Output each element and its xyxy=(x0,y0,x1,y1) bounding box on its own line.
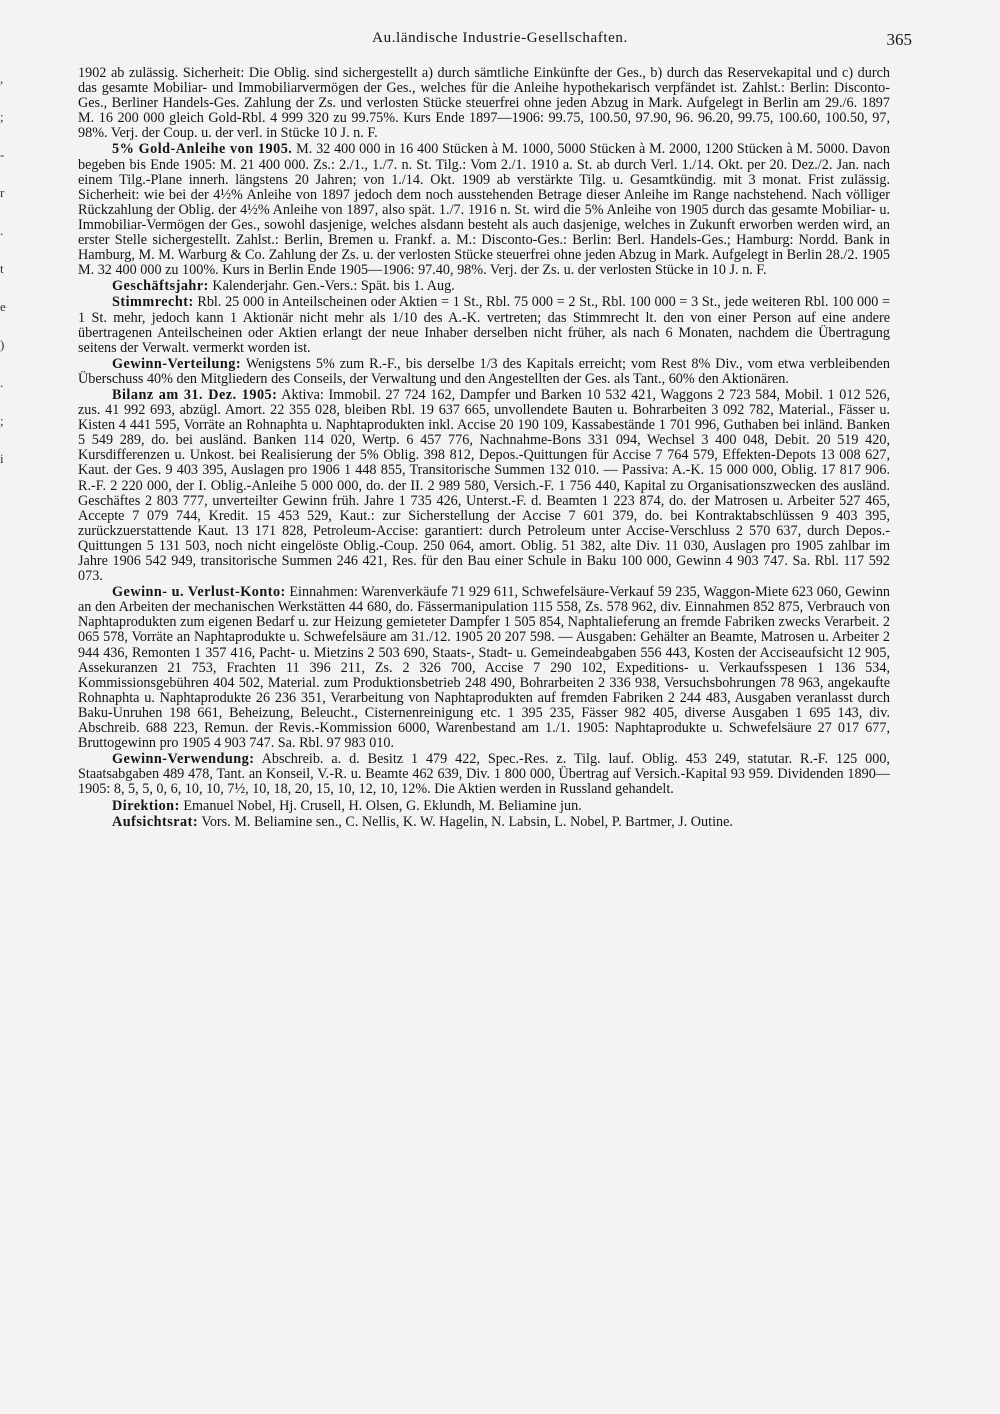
paragraph xyxy=(78,279,890,294)
paragraph xyxy=(78,799,890,814)
margin-mark: ) xyxy=(0,337,5,352)
margin-mark: - xyxy=(0,147,5,162)
paragraph xyxy=(78,142,890,278)
margin-mark: . xyxy=(0,223,4,238)
paragraph-text: Vors. M. Beliamine sen., C. Nellis, K. W. Hagelin, N. Labsin, L. Nobel, P. Bartmer, J. Outine. xyxy=(201,813,733,830)
paragraph xyxy=(78,752,890,797)
article-body xyxy=(78,66,890,830)
paragraph xyxy=(78,585,890,751)
section-heading: Direktion: xyxy=(112,797,180,814)
section-heading: Gewinn- u. Verlust-Konto: xyxy=(112,584,286,601)
section-heading: Gewinn-Verteilung: xyxy=(112,355,242,372)
paragraph-text: Kalenderjahr. Gen.-Vers.: Spät. bis 1. Aug. xyxy=(212,278,455,295)
margin-mark: r xyxy=(0,185,5,200)
section-heading: Aufsichtsrat: xyxy=(112,813,199,830)
page-header xyxy=(0,30,1000,60)
paragraph-text: 1902 ab zulässig. Sicherheit: Die Oblig. sind sichergestellt a) durch sämtliche Einkünfte der Ges., b) durch das Reservekapital und c) durch das gesamte Mobiliar- und Immobiliarvermögen der Ges., welches für die Anleihe hypothekarisch verpfändet ist. Zahlst.: Berlin: Disconto-Ges., Berliner Handels-Ges. Zahlung der Zs. und verlosten Stücke steuerfrei ohne jeden Abzug in Mark. Aufgelegt in Berlin am 29./6. 1897 M. 16 200 000 gleich Gold-Rbl. 4 999 320 zu 99.75%. Kurs Ende 1897—1906: 99.75, 100.50, 97.90, 96. 96.20, 99.75, 100.60, 100.50, 97, 98%. Verj. der Coup. u. der verl. in Stücke 10 J. n. F. xyxy=(78,65,890,142)
section-heading: Gewinn-Verwendung: xyxy=(112,751,255,768)
paragraph xyxy=(78,66,890,141)
margin-mark: . xyxy=(0,375,4,390)
paragraph xyxy=(78,815,890,830)
paragraph-text: Emanuel Nobel, Hj. Crusell, H. Olsen, G. Eklundh, M. Beliamine jun. xyxy=(183,797,582,814)
margin-mark: t xyxy=(0,261,4,276)
margin-mark: ; xyxy=(0,109,4,124)
paragraph-text: M. 32 400 000 in 16 400 Stücken à M. 1000, 5000 Stücken à M. 2000, 1200 Stücken à M. 5000. Davon begeben bis Ende 1905: M. 21 400 000. Zs.: 2./1., 1./7. n. St. Tilg.: Vom 2./1. 1910 a. St. ab durch Verl. 1./14. Okt. per 20. Dez./2. Jan. nach einem Tilg.-Plane innerh. längstens 20 Jahren; von 1./14. Okt. 1909 ab verstärkte Tilg. u. Gesamtkündig. mit 3 monat. Frist zulässig. Sicherheit: wie bei der 4½% Anleihe von 1897 jedoch dem noch ausstehenden Betrage dieser Anleihe im Range nachstehend. Nach völliger Rückzahlung der Oblig. der 4½% Anleihe von 1897, also spät. 1./7. 1916 n. St. wird die 5% Anleihe von 1905 durch das gesamte Mobiliar- u. Immobiliar-Vermögen der Ges., sowohl dasjenige, welches alsdann besteht als auch dasjenige, welches in Zukunft erworben werden wird, an erster Stelle sichergestellt. Zahlst.: Berlin, Bremen u. Frankf. a. M.: Disconto-Ges.: Berlin: Berl. Handels-Ges.; Hamburg: Nordd. Bank in Hamburg, M. M. Warburg & Co. Zahlung der Zs. u. der verlosten Stücke steuerfrei ohne jeden Abzug in Mark. Aufgelegt in Berlin 28./2. 1905 M. 32 400 000 zu 100%. Kurs in Berlin Ende 1905—1906: 97.40, 98%. Verj. der Zs. u. der verlosten Stücke in 10 J. n. F. xyxy=(78,141,890,279)
paragraph-text: Rbl. 25 000 in Anteilscheinen oder Aktien = 1 St., Rbl. 75 000 = 2 St., Rbl. 100 000 = 3 St., jede weiteren Rbl. 100 000 = 1 St. mehr, jedoch kann 1 Aktionär nicht mehr als 1/10 des A.-K. vertreten; das Stimmrecht lt. den von einer Person auf eine andere übertragenen Anteilscheinen oder Aktien erlangt der neue Inhaber derselben nicht früher, als nach 6 Monaten, nachdem die Übertragung seitens der Verwalt. vermerkt worden ist. xyxy=(78,294,890,356)
section-heading: Stimmrecht: xyxy=(112,294,194,311)
paragraph-text: Wenigstens 5% zum R.-F., bis derselbe 1/3 des Kapitals erreicht; vom Rest 8% Div., vom etwa verbleibenden Überschuss 40% den Mitgliedern des Conseils, der Verwaltung und den Angestellten der Ges. als Tant., 60% den Aktionären. xyxy=(78,355,890,387)
margin-mark: e xyxy=(0,299,6,314)
page-number: 365 xyxy=(886,30,912,49)
section-heading: 5% Gold-Anleihe von 1905. xyxy=(112,141,293,158)
paragraph-text: Aktiva: Immobil. 27 724 162, Dampfer und Barken 10 532 421, Waggons 2 723 584, Mobil. 1 012 526, zus. 41 992 693, abzügl. Amort. 22 355 028, bleiben Rbl. 19 637 665, unvollendete Bauten u. Bohrarbeiten 3 092 782, Material., Fässer u. Kisten 4 441 595, Vorräte an Rohnaphta u. Naphtaprodukten inkl. Accise 20 190 109, Kassabestände 1 701 996, Guthaben bei inländ. Banken 5 549 289, do. bei ausländ. Banken 114 020, Wertp. 6 457 776, Nachnahme-Bons 331 094, Wechsel 3 400 048, Debit. 20 519 420, Kursdifferenzen u. Unkost. bei Realisierung der 5% Oblig. 398 812, Depos.-Quittungen für Accise 7 764 579, Effekten-Depots 13 008 627, Kaut. der Ges. 9 403 395, Auslagen pro 1906 1 448 855, Transitorische Summen 132 010. — Passiva: A.-K. 15 000 000, Oblig. 17 817 906. R.-F. 2 220 000, der I. Oblig.-Anleihe 5 000 000, do. der II. 2 989 580, Versich.-F. 1 756 440, Kapital zu Organisationszwecken des ausländ. Geschäftes 2 803 777, unverteilter Gewinn früh. Jahre 1 735 426, Unterst.-F. d. Beamten 1 223 874, do. der Matrosen u. Arbeiter 527 465, Accepte 7 079 744, Kredit. 15 453 529, Kaut.: zur Sicherstellung der Accise 7 601 379, do. bei Kontraktabschlüssen 9 403 395, zurückzuerstattende Kaut. 13 171 828, Petroleum-Accise: garantiert: durch Petroleum unter Accise-Verschluss 2 570 637, durch Depos.-Quittungen 5 131 503, noch nicht eingelöste Oblig.-Coup. 250 064, amort. Oblig. 51 382, alte Div. 11 030, Auslagen pro 1905 zahlbar im Jahre 1906 542 949, transitorische Summen 246 421, Res. für den Bau einer Schule in Baku 100 000, Gewinn 4 903 747. Sa. Rbl. 117 592 073. xyxy=(78,386,891,585)
paragraph xyxy=(78,357,890,387)
paragraph xyxy=(78,295,890,355)
margin-mark: i xyxy=(0,451,4,466)
running-title: Au.ländische Industrie-Gesellschaften. xyxy=(372,30,628,46)
margin-mark: , xyxy=(0,71,4,86)
section-heading: Bilanz am 31. Dez. 1905: xyxy=(112,386,278,403)
paragraph-text: Einnahmen: Warenverkäufe 71 929 611, Schwefelsäure-Verkauf 59 235, Waggon-Miete 623 060, Gewinn an den Arbeiten der mechanischen Werkstätten 44 680, do. Fässermanipulation 115 558, Zs. 578 962, div. Einnahmen 852 875, Verbrauch von Naphtaprodukten zum eigenen Bedarf u. zur Heizung gemieteter Dampfer 1 505 854, Naphtalieferung an fremde Fabriken zwecks Verarbeit. 2 065 578, Vorräte an Naphtaprodukte u. Schwefelsäure am 31./12. 1905 20 207 598. — Ausgaben: Gehälter an Beamte, Matrosen u. Arbeiter 2 944 436, Remonten 1 357 416, Pacht- u. Mietzins 2 503 690, Staats-, Stadt- u. Gemeindeabgaben 556 443, Kosten der Acciseaufsicht 12 905, Assekuranzen 21 753, Frachten 11 396 211, Zs. 2 326 700, Accise 7 290 102, Expeditions- u. Verkaufsspesen 1 136 534, Kommissionsgebühren 404 502, Material. zum Produktionsbetrieb 248 490, Bohrarbeiten 2 336 938, Versuchsbohrungen 78 963, angekaufte Rohnaphta u. Naphtaprodukte 26 236 351, Verarbeitung von Naphtaprodukten auf fremden Fabriken 2 244 483, Ausgaben veranlasst durch Baku-Unruhen 198 661, Beheizung, Beleucht., Cisternenreinigung etc. 1 395 235, Fässer 982 405, diverse Ausgaben 1 695 143, div. Abschreib. 688 223, Remun. der Revis.-Kommission 6000, Warenbestand am 1./1. 1905: Naphtaprodukte u. Schwefelsäure 27 017 677, Bruttogewinn pro 1905 4 903 747. Sa. Rbl. 97 983 010. xyxy=(78,584,891,752)
margin-mark: ; xyxy=(0,413,4,428)
section-heading: Geschäftsjahr: xyxy=(112,278,209,295)
paragraph-text: Abschreib. a. d. Besitz 1 479 422, Spec.-Res. z. Tilg. lauf. Oblig. 453 249, statutar. R.-F. 125 000, Staatsabgaben 489 478, Tant. an Konseil, V.-R. u. Beamte 462 639, Div. 1 800 000, Übertrag auf Versich.-Kapital 93 959. Dividenden 1890—1905: 8, 5, 5, 0, 6, 10, 10, 7½, 10, 18, 20, 15, 10, 12, 10, 12%. Die Aktien werden in Russland gehandelt. xyxy=(78,751,890,798)
paragraph xyxy=(78,388,890,584)
left-margin-bleed xyxy=(0,60,14,478)
